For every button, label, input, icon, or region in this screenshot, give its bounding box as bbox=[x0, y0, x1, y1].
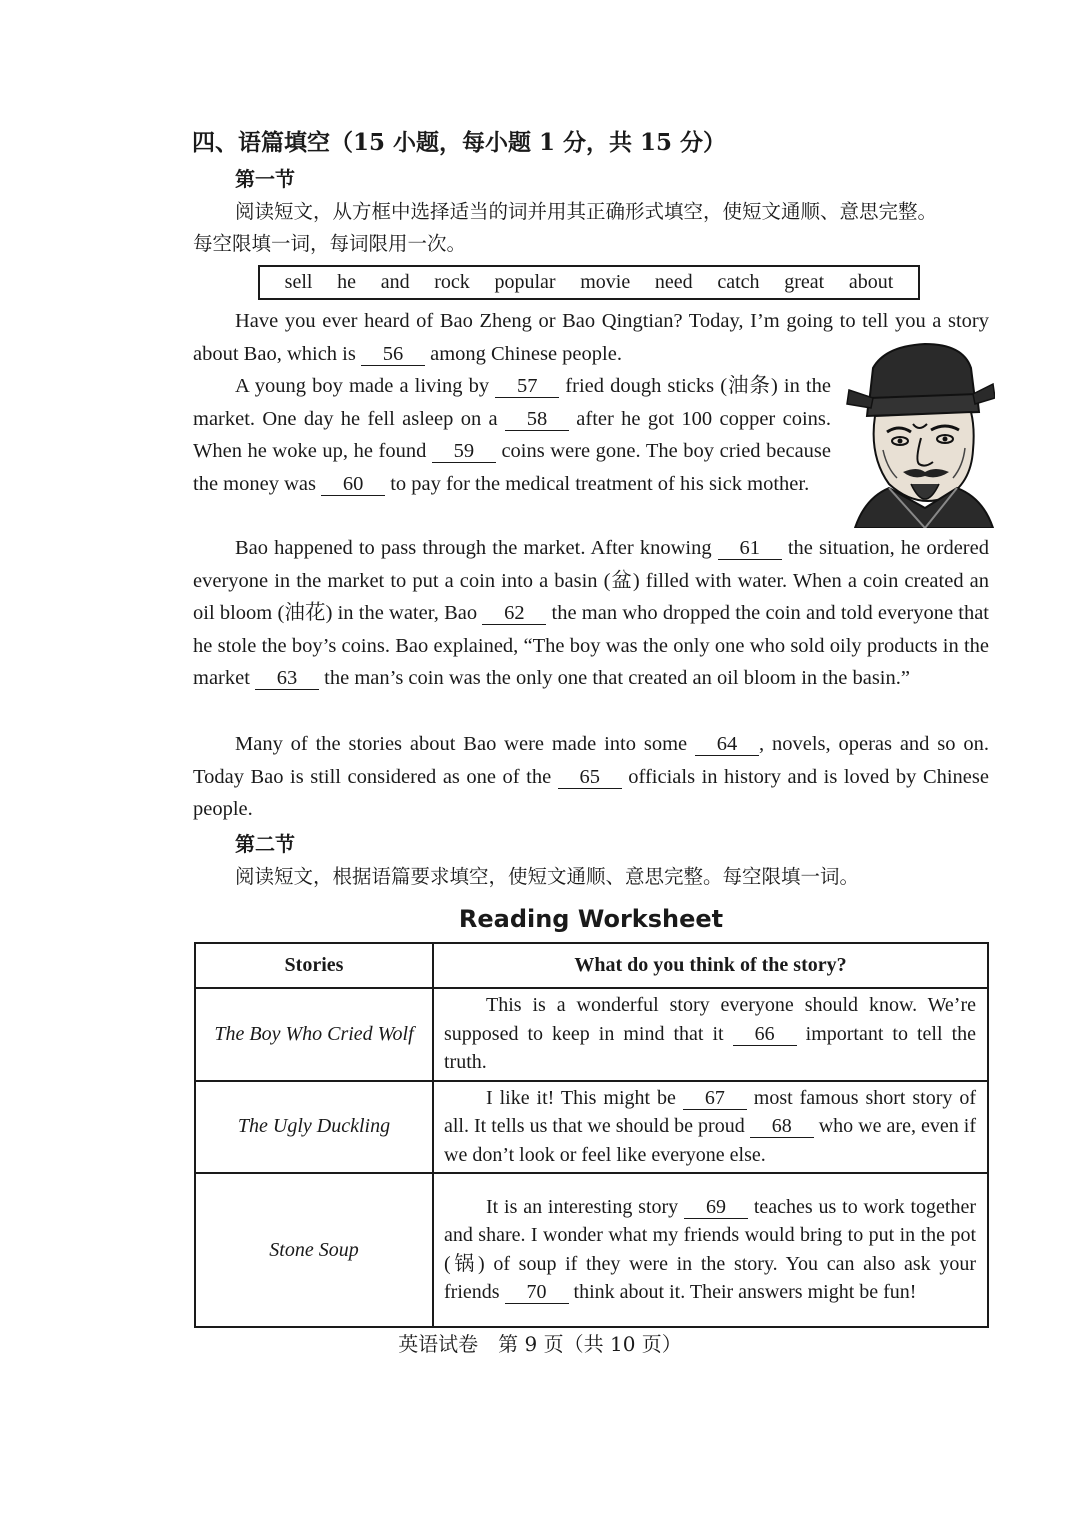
passage-text: Many of the stories about Bao were made into some bbox=[235, 733, 695, 755]
passage-text: , novels, operas and so on. Today Bao is still considered as one of the bbox=[193, 733, 989, 788]
passage-paragraph-1 bbox=[193, 305, 989, 370]
story-title: The Ugly Duckling bbox=[195, 1081, 433, 1174]
table-row bbox=[195, 1081, 988, 1174]
comment-text: I like it! This might be bbox=[486, 1086, 683, 1109]
story-title: Stone Soup bbox=[195, 1173, 433, 1327]
blank-59[interactable]: 59 bbox=[432, 440, 496, 463]
blank-68[interactable]: 68 bbox=[750, 1115, 814, 1138]
passage-text: fried dough sticks (油条) in the market. One day he fell asleep on a bbox=[193, 375, 831, 430]
passage-text: officials in history and is loved by Chinese people. bbox=[193, 765, 989, 821]
blank-56[interactable]: 56 bbox=[361, 343, 425, 366]
passage-text: after he got 100 copper coins. When he woke up, he found bbox=[193, 407, 831, 463]
page-footer: 英语试卷 第 9 页（共 10 页） bbox=[398, 1332, 682, 1356]
comment-text: It is an interesting story bbox=[486, 1195, 685, 1218]
comment-text: This is a wonderful story everyone should know. We’re supposed to keep in mind that it bbox=[444, 994, 976, 1045]
story-comment bbox=[433, 988, 988, 1081]
blank-64[interactable]: 64 bbox=[695, 733, 759, 756]
passage-text: Bao happened to pass through the market. After knowing bbox=[235, 537, 718, 559]
blank-67[interactable]: 67 bbox=[683, 1087, 747, 1110]
word-option: catch bbox=[717, 271, 760, 293]
word-option: sell bbox=[284, 271, 313, 293]
column-header-opinion: What do you think of the story? bbox=[433, 943, 988, 988]
reading-worksheet-table bbox=[194, 942, 989, 1328]
table-row bbox=[195, 988, 988, 1081]
passage-text: coins were gone. The boy cried because the money was bbox=[193, 440, 831, 495]
blank-70[interactable]: 70 bbox=[505, 1281, 569, 1304]
blank-65[interactable]: 65 bbox=[558, 766, 622, 789]
passage-text: the man who dropped the coin and told everyone that he stole the boy’s coins. Bao explained, “The boy was the only one who sold oily products in the market bbox=[193, 602, 990, 690]
passage-paragraph-2 bbox=[193, 370, 831, 500]
passage-text: the man’s coin was the only one that created an oil bloom in the basin.” bbox=[319, 667, 910, 690]
part2-label: 第二节 bbox=[235, 832, 295, 856]
part1-instruction-line1: 阅读短文，从方框中选择适当的词并用其正确形式填空，使短文通顺、意思完整。 bbox=[235, 200, 938, 223]
story-comment bbox=[433, 1173, 988, 1327]
section-title: 四、语篇填空（15 小题，每小题 1 分，共 15 分） bbox=[192, 129, 727, 156]
blank-61[interactable]: 61 bbox=[718, 537, 782, 560]
part2-instruction: 阅读短文，根据语篇要求填空，使短文通顺、意思完整。每空限填一词。 bbox=[235, 865, 860, 888]
word-option: popular bbox=[494, 271, 556, 293]
word-option: about bbox=[848, 271, 894, 293]
word-option: need bbox=[654, 271, 693, 293]
passage-paragraph-4 bbox=[193, 728, 989, 826]
blank-60[interactable]: 60 bbox=[321, 473, 385, 496]
word-option: movie bbox=[580, 271, 631, 293]
comment-text: most famous short story of all. It tells us that we should be proud bbox=[444, 1086, 977, 1137]
word-option: rock bbox=[434, 271, 470, 293]
comment-text: think about it. Their answers might be fun! bbox=[568, 1281, 917, 1303]
passage-text: A young boy made a living by bbox=[235, 375, 496, 397]
blank-69[interactable]: 69 bbox=[684, 1196, 748, 1219]
table-row bbox=[195, 1173, 988, 1327]
blank-62[interactable]: 62 bbox=[482, 602, 546, 625]
comment-text: teaches us to work together and share. I wonder what my friends would bring to put in the pot (锅) of soup if they were in the story. You can also ask your friends bbox=[444, 1195, 976, 1303]
blank-58[interactable]: 58 bbox=[505, 408, 569, 431]
part1-instruction-line2: 每空限填一词，每词限用一次。 bbox=[193, 232, 467, 255]
passage-text: to pay for the medical treatment of his sick mother. bbox=[385, 472, 810, 495]
worksheet-title: Reading Worksheet bbox=[458, 905, 724, 933]
blank-63[interactable]: 63 bbox=[255, 667, 319, 690]
passage-text: Have you ever heard of Bao Zheng or Bao Qingtian? Today, I’m going to tell you a story about Bao, which is bbox=[193, 310, 989, 365]
blank-57[interactable]: 57 bbox=[495, 375, 559, 398]
comment-text: who we are, even if we don’t look or feel like everyone else. bbox=[444, 1115, 976, 1166]
passage-paragraph-3 bbox=[193, 532, 989, 695]
passage-text: the situation, he ordered everyone in the market to put a coin into a basin (盆) filled with water. When a coin created an oil bloom (油花) in the water, Bao bbox=[193, 537, 989, 625]
blank-66[interactable]: 66 bbox=[733, 1023, 797, 1046]
story-title: The Boy Who Cried Wolf bbox=[195, 988, 433, 1081]
column-header-stories: Stories bbox=[195, 943, 433, 988]
story-comment bbox=[433, 1081, 988, 1174]
word-option: he bbox=[337, 271, 357, 293]
word-option: and bbox=[380, 271, 410, 293]
table-header-row bbox=[195, 943, 988, 988]
word-option: great bbox=[784, 271, 825, 293]
word-box bbox=[258, 265, 920, 300]
passage-text: among Chinese people. bbox=[424, 342, 622, 365]
part1-label: 第一节 bbox=[235, 167, 295, 191]
comment-text: important to tell the truth. bbox=[444, 1022, 976, 1073]
